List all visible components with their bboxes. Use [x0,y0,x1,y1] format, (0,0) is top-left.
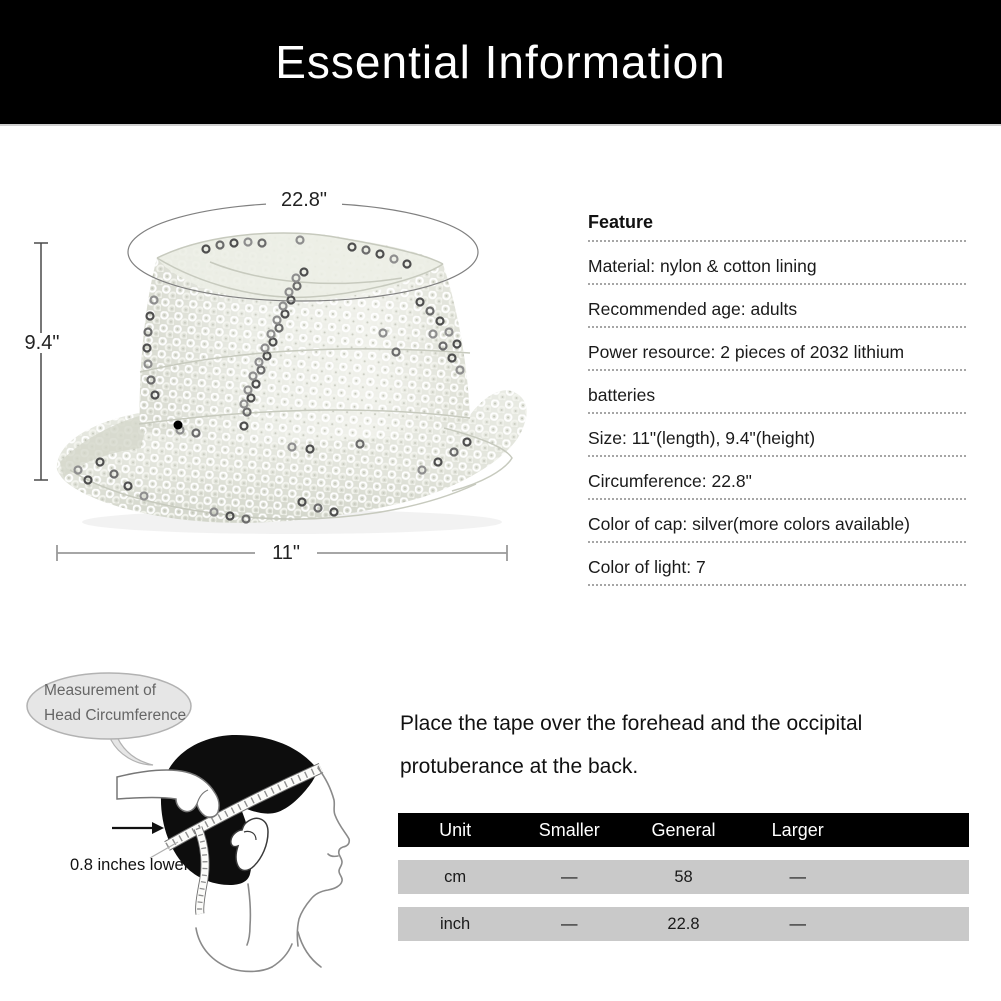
feature-panel [588,212,966,586]
sequin-hat-photo [0,180,570,580]
offset-label: 0.8 inches lower [70,856,190,874]
cell-unit: inch [439,914,471,933]
size-table [398,813,969,941]
cell-general: 22.8 [667,914,700,933]
cell-larger: — [789,867,806,886]
bubble-line-1: Measurement of [44,682,156,699]
page-title: Essential Information [275,36,726,88]
cell-smaller: — [561,914,578,933]
height-label: 9.4" [15,333,69,353]
col-header-smaller: Smaller [538,819,600,840]
speech-bubble-text [44,678,186,728]
col-header-general: General [651,819,716,840]
length-label: 11" [255,543,317,563]
feature-row: batteries [588,371,966,414]
feature-row: Circumference: 22.8" [588,457,966,500]
feature-heading: Feature [588,212,966,242]
arrow-right-icon [112,822,164,834]
cell-unit: cm [444,867,467,886]
hat-crown [139,233,470,442]
cell-general: 58 [674,867,693,886]
feature-row: Recommended age: adults [588,285,966,328]
col-header-unit: Unit [439,819,472,840]
feature-row: Color of light: 7 [588,543,966,586]
feature-row: Size: 11"(length), 9.4"(height) [588,414,966,457]
col-header-larger: Larger [771,819,824,840]
feature-row: Color of cap: silver(more colors available) [588,500,966,543]
bubble-line-2: Head Circumference [44,707,187,724]
circumference-label: 22.8" [266,190,342,210]
height-dimension-line [34,243,48,480]
table-header-row [398,813,969,847]
cell-larger: — [789,914,806,933]
table-row-inch [398,907,969,941]
cell-smaller: — [561,867,578,886]
instruction-text: Place the tape over the forehead and the occipital protuberance at the back. [400,712,863,778]
table-row-cm [398,860,969,894]
feature-row: Material: nylon & cotton lining [588,242,966,285]
led-dot [174,421,183,430]
feature-row: Power resource: 2 pieces of 2032 lithium [588,328,966,371]
hat-figure [0,0,570,600]
measurement-figure [0,648,400,1001]
